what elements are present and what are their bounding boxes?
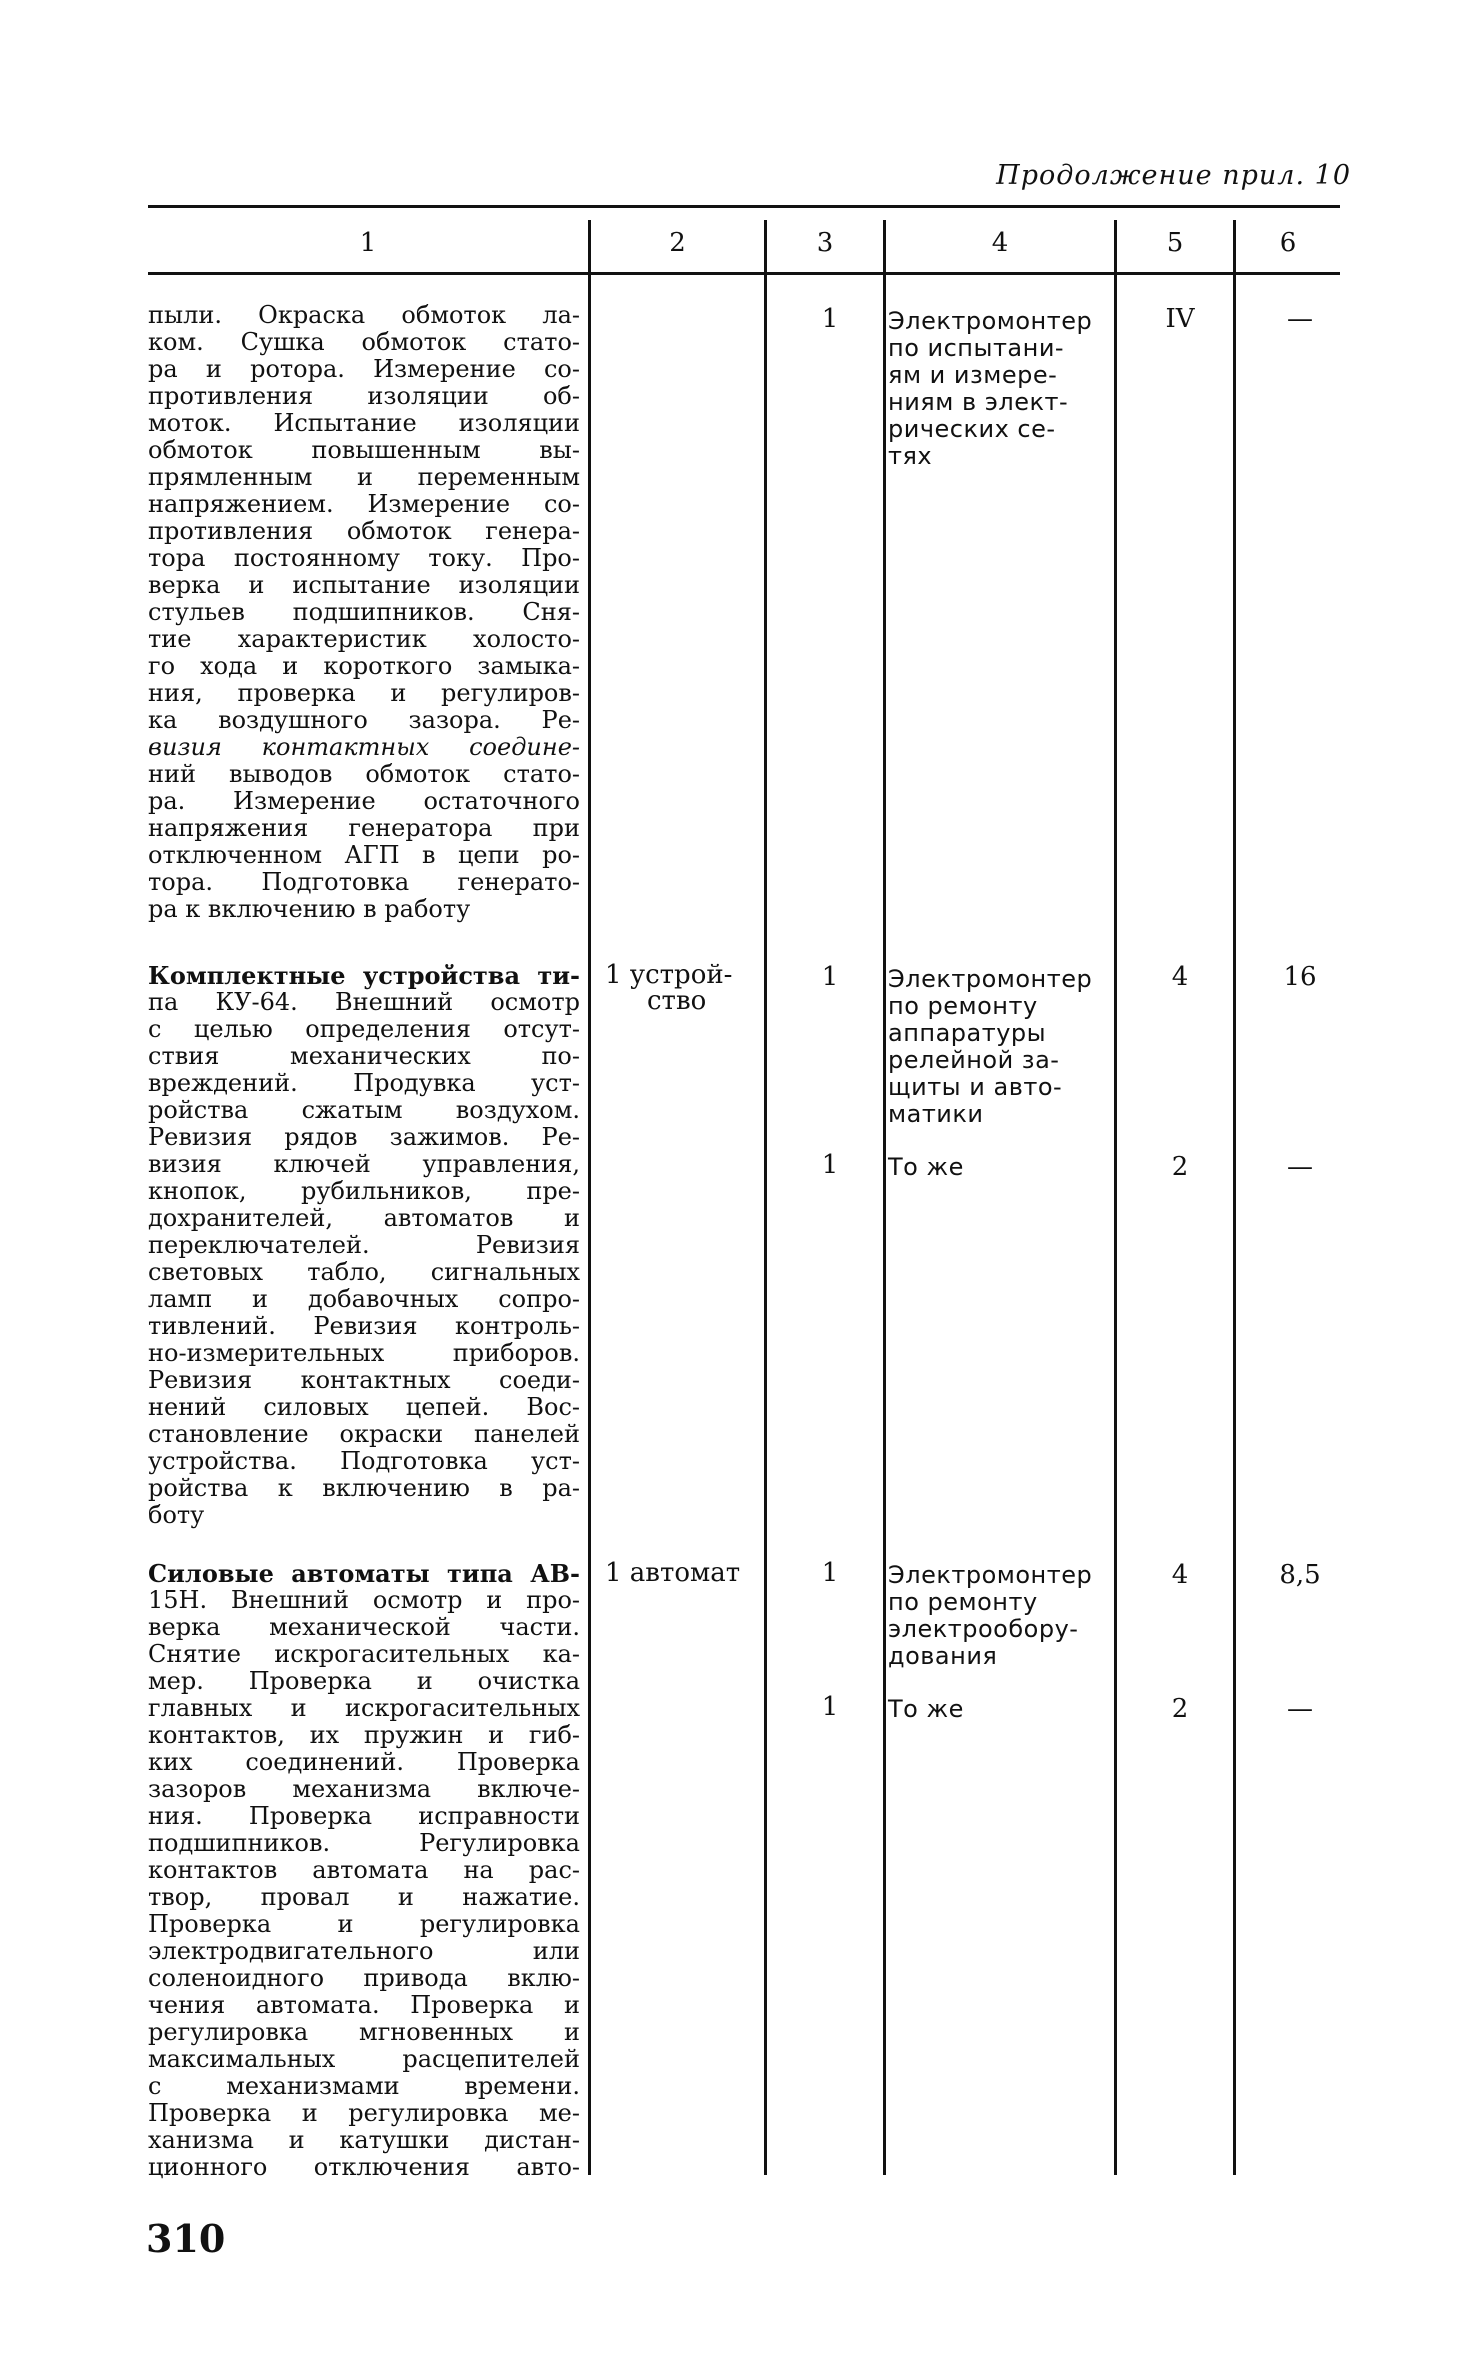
column-divider-3-4 [883, 220, 886, 2175]
row-1-category: IV [1165, 304, 1195, 334]
row-2-category-a: 4 [1171, 962, 1189, 992]
table-header-rule [148, 272, 1340, 275]
row-2-role-a: Электромонтер по ремонту аппаратуры релейной за- щиты и авто- матики [888, 965, 1093, 1128]
row-3-category-a: 4 [1171, 1560, 1189, 1590]
row-3-norm-b: — [1287, 1694, 1313, 1724]
row-2-count-a: 1 [821, 962, 839, 992]
column-header-1: 1 [359, 228, 377, 258]
column-divider-5-6 [1233, 220, 1236, 2175]
row-3-norm-a: 8,5 [1279, 1560, 1321, 1590]
row-2-unit: 1 устрой- ство [605, 960, 733, 1016]
column-header-3: 3 [816, 228, 834, 258]
row-1-description: пыли. Окраска обмоток ла- ком. Сушка обмоток стато- ра и ротора. Измерение со- противления изоляции об- моток. Испытание изоляции обмоток повышенным вы- прямленным и переменным напряжением. Измерение со- противления обмоток генера- тора постоянному току. Про- верка и испытание изоляции стульев подшипников. Сня- тие характеристик холосто- го хода и короткого замыка- ния, проверка и регулиров- ка воздушного зазора. Ре- визия контактных соедине- ний выводов обмоток стато- ра. Измерение остаточного напряжения генератора при отключенном АГП в цепи ро- тора. Подготовка генерато- ра к включению в работу [148, 301, 580, 923]
row-3-category-b: 2 [1171, 1694, 1189, 1724]
row-2-category-b: 2 [1171, 1152, 1189, 1182]
row-1-count: 1 [821, 304, 839, 334]
column-header-6: 6 [1279, 228, 1297, 258]
page-number: 310 [146, 2216, 226, 2261]
row-3-role-a: Электромонтер по ремонту электрообору- дования [888, 1561, 1093, 1670]
row-1-norm: — [1287, 304, 1313, 334]
row-3-count-b: 1 [821, 1692, 839, 1722]
row-2-norm-b: — [1287, 1152, 1313, 1182]
row-3-description: Силовые автоматы типа АВ- 15Н. Внешний осмотр и про- верка механической части. Снятие искрогасительных ка- мер. Проверка и очистка главных и искрогасительных контактов, их пружин и гиб- ких соединений. Проверка зазоров механизма включе- ния. Проверка исправности подшипников. Регулировка контактов автомата на рас- твор, провал и нажатие. Проверка и регулировка электродвигательного или соленоидного привода вклю- чения автомата. Проверка и регулировка мгновенных и максимальных расцепителей с механизмами времени. Проверка и регулировка ме- ханизма и катушки дистан- ционного отключения авто- [148, 1559, 580, 2181]
row-3-role-b: То же [888, 1695, 964, 1723]
table-top-rule [148, 205, 1340, 208]
column-divider-4-5 [1114, 220, 1117, 2175]
row-2-norm-a: 16 [1283, 962, 1317, 992]
column-header-5: 5 [1166, 228, 1184, 258]
row-2-role-b: То же [888, 1153, 964, 1181]
row-2-count-b: 1 [821, 1150, 839, 1180]
column-divider-1-2 [588, 220, 591, 2175]
column-header-2: 2 [669, 228, 686, 258]
continuation-caption: Продолжение прил. 10 [996, 160, 1351, 191]
row-3-unit: 1 автомат [605, 1558, 741, 1588]
row-1-role: Электромонтер по испытани- ям и измере- ниям в элект- рических се- тях [888, 307, 1093, 470]
row-2-description: Комплектные устройства ти- па КУ-64. Внешний осмотр с целью определения отсут- ствия механических по- вреждений. Продувка уст- ройства сжатым воздухом. Ревизия рядов зажимов. Ре- визия ключей управления, кнопок, рубильников, пре- дохранителей, автоматов и переключателей. Ревизия световых табло, сигнальных ламп и добавочных сопро- тивлений. Ревизия контроль- но-измерительных приборов. Ревизия контактных соеди- нений силовых цепей. Вос- становление окраски панелей устройства. Подготовка уст- ройства к включению в ра- боту [148, 961, 580, 1529]
row-3-count-a: 1 [821, 1558, 839, 1588]
column-divider-2-3 [764, 220, 767, 2175]
column-header-4: 4 [991, 228, 1009, 258]
